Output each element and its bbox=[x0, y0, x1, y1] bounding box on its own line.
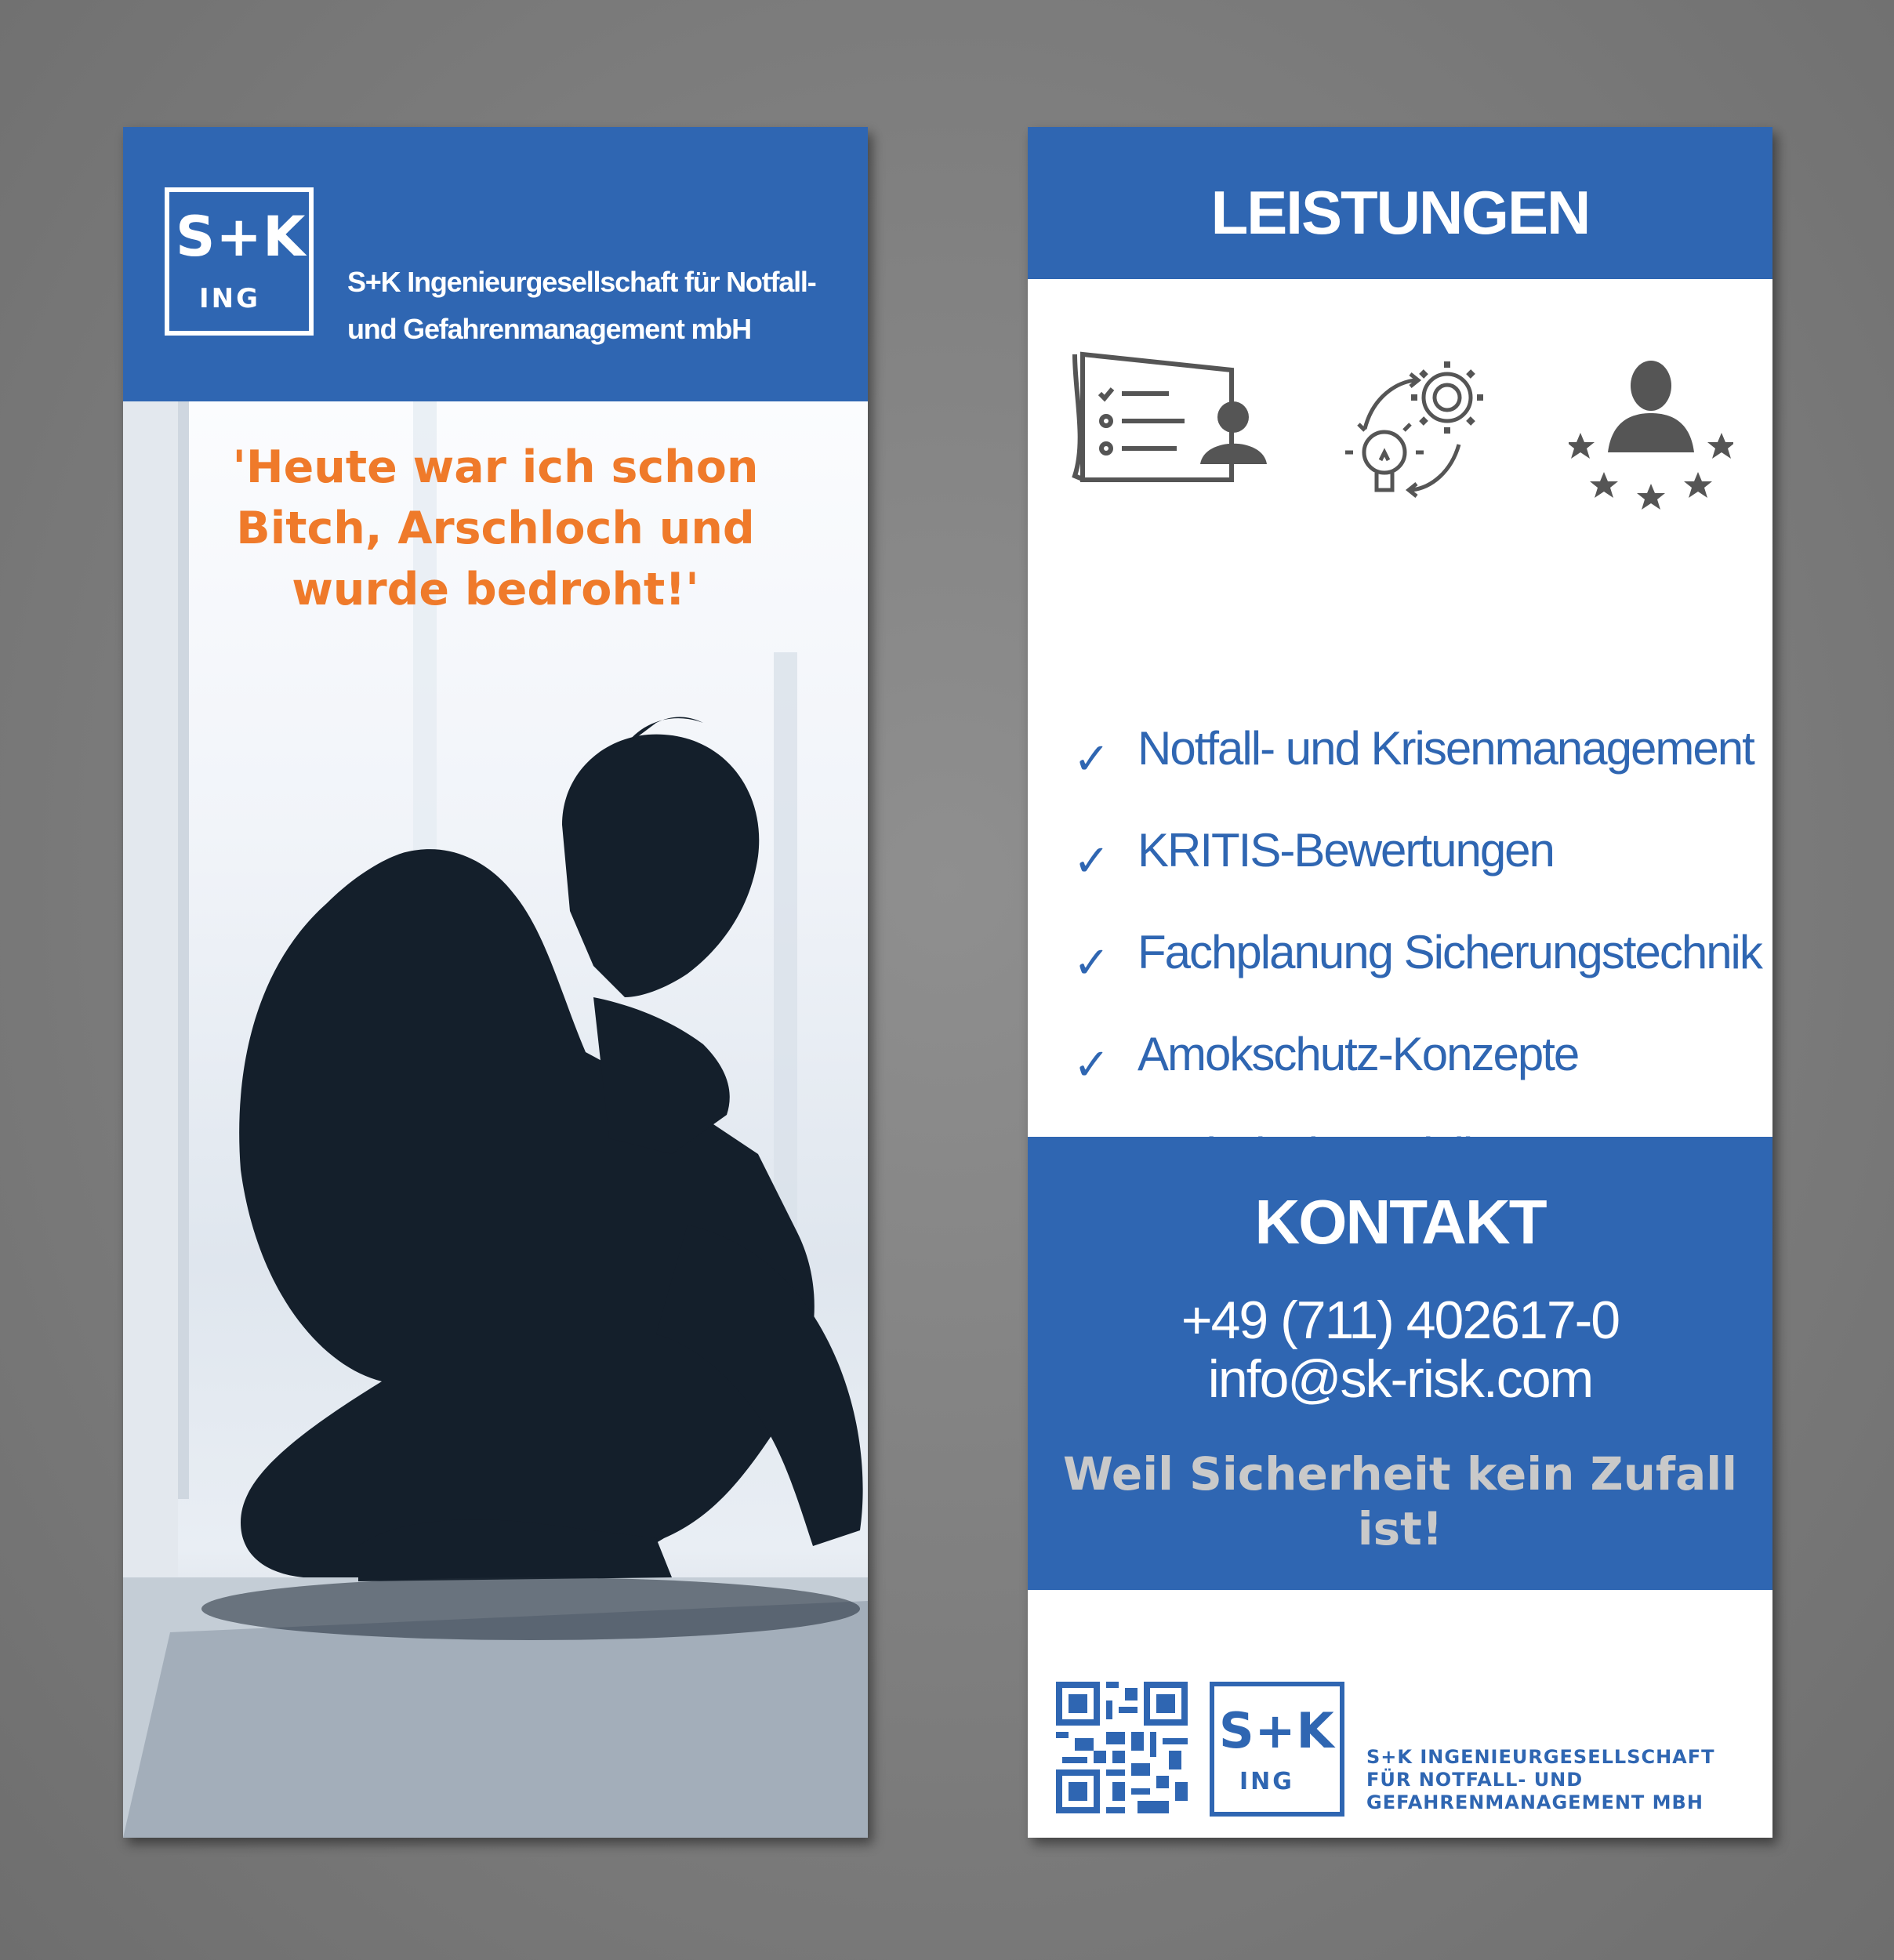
slogan: Weil Sicherheit kein Zufall ist! bbox=[1062, 1447, 1738, 1555]
checkmark-icon: ✓ bbox=[1073, 836, 1110, 887]
sk-ing-logo-footer bbox=[1210, 1682, 1344, 1817]
contact-section bbox=[1028, 1137, 1772, 1590]
back-flyer-panel bbox=[1028, 127, 1772, 1838]
front-flyer-panel bbox=[123, 127, 868, 1838]
qr-code-icon bbox=[1056, 1682, 1188, 1817]
service-item bbox=[1073, 815, 1763, 887]
person-rating-stars-icon bbox=[1569, 354, 1733, 515]
contact-email: info@sk-risk.com bbox=[1207, 1349, 1593, 1409]
checkmark-icon: ✓ bbox=[1073, 1040, 1110, 1091]
services-header-bar bbox=[1028, 127, 1772, 279]
service-item bbox=[1073, 713, 1763, 785]
service-label: Notfall- und Krisenmanagement bbox=[1137, 722, 1754, 775]
service-label: KRITIS-Bewertungen bbox=[1137, 824, 1554, 877]
checkmark-icon: ✓ bbox=[1073, 938, 1110, 989]
logo-sk-text: S+K bbox=[176, 205, 307, 269]
company-name: S+K Ingenieurgesellschaft für Notfall- und Gefahrenmanagement mbH bbox=[347, 266, 816, 345]
service-label: Fachplanung Sicherungstechnik bbox=[1137, 926, 1762, 978]
checkmark-icon: ✓ bbox=[1073, 734, 1110, 785]
service-label: Amokschutz-Konzepte bbox=[1137, 1028, 1579, 1080]
footer-company-name: S+K INGENIEURGESELLSCHAFT FÜR NOTFALL- UND GEFAHRENMANAGEMENT MBH bbox=[1366, 1746, 1715, 1813]
idea-gear-cycle-icon bbox=[1341, 358, 1498, 503]
service-item bbox=[1073, 917, 1763, 989]
sk-ing-logo bbox=[165, 187, 314, 336]
checklist-person-icon bbox=[1067, 347, 1279, 492]
logo-ing-text: ING bbox=[1239, 1768, 1294, 1795]
logo-sk-text: S+K bbox=[1219, 1702, 1335, 1759]
logo-ing-text: ING bbox=[199, 283, 261, 314]
services-title: LEISTUNGEN bbox=[1210, 178, 1590, 247]
service-item bbox=[1073, 1019, 1763, 1091]
contact-title: KONTAKT bbox=[1254, 1187, 1546, 1257]
headline-quote: 'Heute war ich schon Bitch, Arschloch und wurde bedroht!' bbox=[232, 441, 759, 615]
front-header-bar bbox=[123, 127, 868, 401]
contact-phone: +49 (711) 402617-0 bbox=[1181, 1290, 1620, 1350]
